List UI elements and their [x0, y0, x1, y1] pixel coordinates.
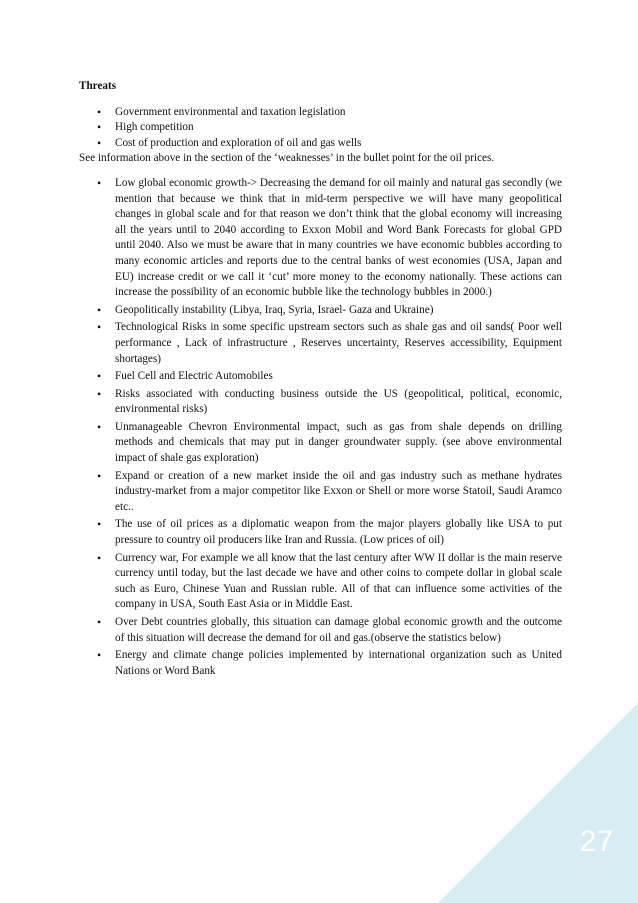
- list-item: • Currency war, For example we all know that the last century after WW II dollar is the main reserve currency until today, but the last decade we have and other coins to compete dollar in global scale such as Euro, Chinese Yuan and Russian ruble. All of that can influence some activities of the company in USA, South East Asia or in Middle East.: [79, 551, 562, 613]
- list-item: • Risks associated with conducting business outside the US (geopolitical, political, economic, environmental risks): [79, 387, 562, 418]
- list-item: • Government environmental and taxation legislation: [79, 105, 562, 121]
- page-content: [79, 79, 562, 681]
- list-item: • Technological Risks in some specific upstream sectors such as shale gas and oil sands( Poor well performance , Lack of infrastructure , Reserves uncertainty, Reserves accessibility, Equipment shortages): [79, 320, 562, 367]
- list-item: • Geopolitically instability (Libya, Iraq, Syria, Israel- Gaza and Ukraine): [79, 303, 562, 319]
- list-item: • Cost of production and exploration of oil and gas wells: [79, 136, 562, 152]
- list-item: • High competition: [79, 120, 562, 136]
- list-item: • Unmanageable Chevron Environmental impact, such as gas from shale depends on drilling methods and chemicals that may put in danger groundwater supply. (see above environmental impact of shale gas exploration): [79, 420, 562, 467]
- threats-short-list: [79, 105, 562, 152]
- list-item: • The use of oil prices as a diplomatic weapon from the major players globally like USA to put pressure to country oil producers like Iran and Russia. (Low prices of oil): [79, 517, 562, 548]
- intro-paragraph: See information above in the section of the ‘weaknesses’ in the bullet point for the oil prices.: [79, 152, 495, 165]
- section-title: Threats: [79, 80, 117, 92]
- list-item: • Expand or creation of a new market inside the oil and gas industry such as methane hydrates industry-market from a major competitor like Exxon or Shell or more worse Statoil, Saudi Aramco etc..: [79, 469, 562, 516]
- list-item: • Low global economic growth-> Decreasing the demand for oil mainly and natural gas secondly (we mention that because we think that in mid-term perspective we will have many geopolitical changes in global scale and for that reason we don’t think that the global economy will increasing all the years until to 2040 according to Exxon Mobil and Word Bank Forecasts for global GPD until 2040. Also we must be aware that in many countries we have economic bubbles according to many economic articles and reports due to the central banks of west economies (USA, Japan and EU) increase credit or we call it ‘cut’ more money to the economy nationally. These actions can increase the possibility of an economic bubble like the technology bubbles in 2000.): [79, 176, 562, 301]
- list-item: • Energy and climate change policies implemented by international organization such as United Nations or Word Bank: [79, 648, 562, 679]
- corner-decoration: [438, 703, 638, 903]
- list-item: • Fuel Cell and Electric Automobiles: [79, 369, 562, 385]
- threats-detailed-list: [79, 176, 562, 679]
- page-number: 27: [579, 825, 614, 858]
- list-item: • Over Debt countries globally, this situation can damage global economic growth and the outcome of this situation will decrease the demand for oil and gas.(observe the statistics below): [79, 615, 562, 646]
